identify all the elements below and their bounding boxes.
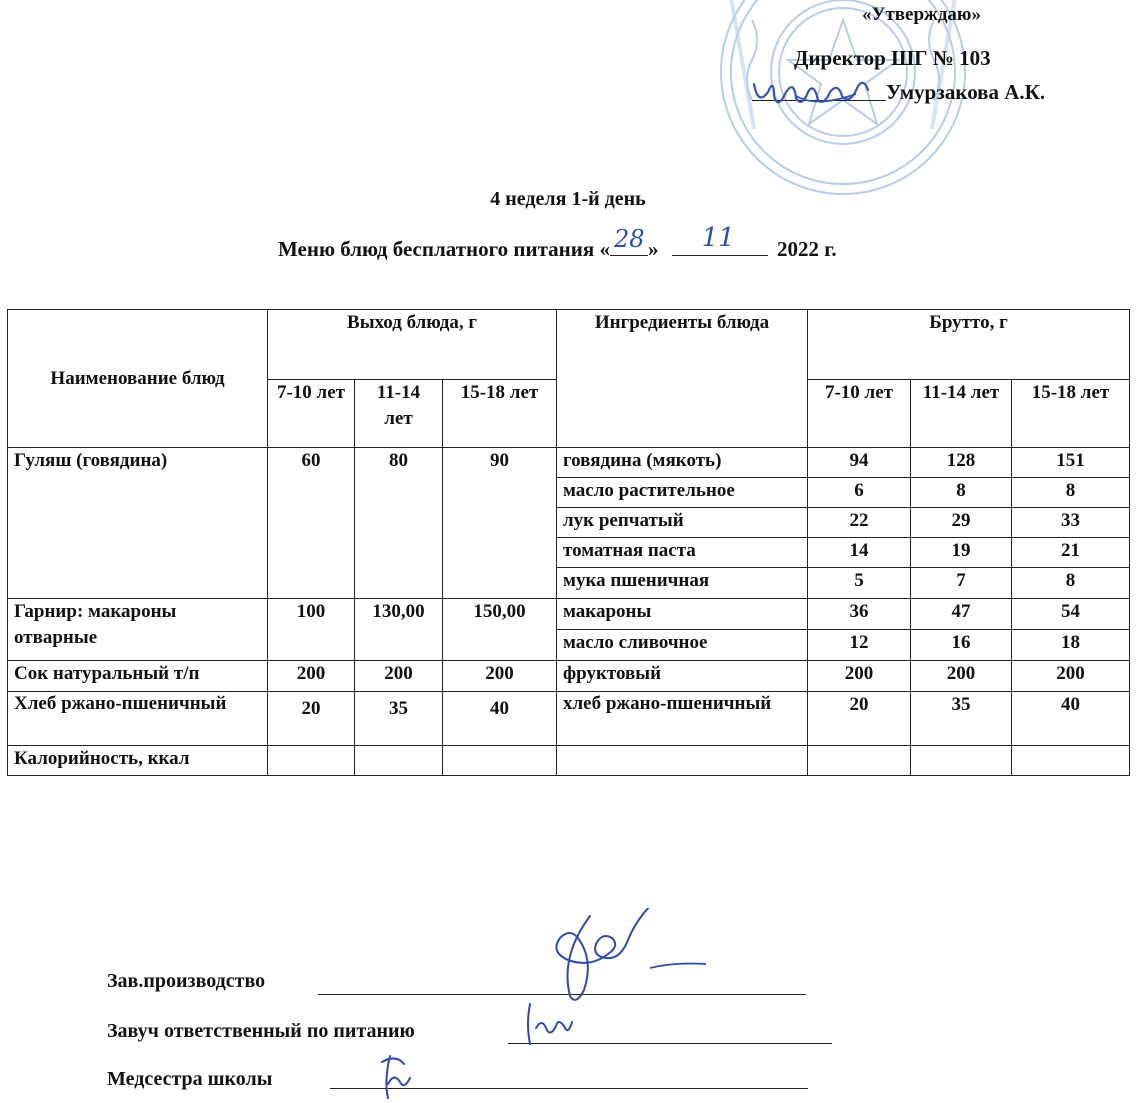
calories-cell	[1012, 746, 1130, 776]
ingredient-brutto: 54	[1012, 599, 1130, 630]
ingredient-brutto: 36	[808, 599, 911, 630]
ingredient-brutto: 128	[911, 448, 1012, 478]
calories-cell	[911, 746, 1012, 776]
ingredient-brutto: 5	[808, 568, 911, 599]
table-row	[8, 599, 1130, 630]
dish-yield: 40	[443, 692, 557, 746]
nutrition-officer-label: Завуч ответственный по питанию	[107, 1020, 415, 1042]
ingredient-brutto: 7	[911, 568, 1012, 599]
ingredient-name: говядина (мякоть)	[557, 448, 808, 478]
director-name: Умурзакова А.К.	[886, 80, 1046, 104]
handwritten-month: 11	[701, 223, 735, 253]
ingredient-brutto: 12	[808, 630, 911, 661]
calories-cell	[443, 746, 557, 776]
ingredient-brutto: 19	[911, 538, 1012, 568]
header-brutto-age: 7-10 лет	[808, 380, 911, 448]
header-yield-age: 15-18 лет	[443, 380, 557, 448]
ingredient-brutto: 21	[1012, 538, 1130, 568]
header-ingredients: Ингредиенты блюда	[557, 310, 808, 448]
dish-yield: 200	[355, 661, 443, 692]
header-brutto-age: 11-14 лет	[911, 380, 1012, 448]
table-row	[8, 661, 1130, 692]
ingredient-name: хлеб ржано-пшеничный	[557, 692, 808, 746]
table-row	[8, 746, 1130, 776]
dish-name: Гуляш (говядина)	[8, 448, 268, 599]
ingredient-brutto: 200	[1012, 661, 1130, 692]
director-title: Директор ШГ № 103	[794, 46, 991, 70]
calories-cell	[355, 746, 443, 776]
dish-yield: 150,00	[443, 599, 557, 661]
ingredient-brutto: 20	[808, 692, 911, 746]
dish-yield: 130,00	[355, 599, 443, 661]
dish-name: Сок натуральный т/п	[8, 661, 268, 692]
calories-label: Калорийность, ккал	[8, 746, 268, 776]
dish-name: Хлеб ржано-пшеничный	[8, 692, 268, 746]
header-yield-age: 7-10 лет	[268, 380, 355, 448]
menu-table	[7, 309, 1130, 776]
menu-title-year: 2022 г.	[776, 237, 837, 261]
school-nurse-label: Медсестра школы	[107, 1068, 273, 1090]
nutrition-officer-signature	[520, 1000, 580, 1048]
ingredient-brutto: 200	[808, 661, 911, 692]
ingredient-brutto: 47	[911, 599, 1012, 630]
ingredient-brutto: 6	[808, 478, 911, 508]
table-row	[8, 448, 1130, 478]
ingredient-name: томатная паста	[557, 538, 808, 568]
calories-cell	[557, 746, 808, 776]
director-signature	[746, 66, 896, 116]
ingredient-brutto: 22	[808, 508, 911, 538]
ingredient-brutto: 94	[808, 448, 911, 478]
ingredient-brutto: 40	[1012, 692, 1130, 746]
production-head-label: Зав.производство	[107, 970, 266, 992]
dish-name: Гарнир: макароны отварные	[8, 599, 268, 661]
ingredient-name: лук репчатый	[557, 508, 808, 538]
day-blank	[610, 225, 648, 256]
menu-title-prefix: Меню блюд бесплатного питания «	[278, 237, 610, 261]
ingredient-name: масло сливочное	[557, 630, 808, 661]
ingredient-brutto: 8	[1012, 568, 1130, 599]
ingredient-brutto: 16	[911, 630, 1012, 661]
table-row	[8, 692, 1130, 746]
ingredient-name: масло растительное	[557, 478, 808, 508]
dish-yield: 80	[355, 448, 443, 599]
dish-yield: 200	[268, 661, 355, 692]
ingredient-brutto: 18	[1012, 630, 1130, 661]
header-brutto-age: 15-18 лет	[1012, 380, 1130, 448]
dish-yield: 60	[268, 448, 355, 599]
ingredient-name: макароны	[557, 599, 808, 630]
week-day-heading: 4 неделя 1-й день	[490, 188, 646, 210]
dish-yield: 35	[355, 692, 443, 746]
approval-caption: «Утверждаю»	[862, 4, 981, 25]
calories-cell	[268, 746, 355, 776]
production-head-signature	[530, 908, 710, 1008]
calories-cell	[808, 746, 911, 776]
ingredient-name: мука пшеничная	[557, 568, 808, 599]
dish-yield: 90	[443, 448, 557, 599]
dish-yield: 20	[268, 692, 355, 746]
month-blank	[672, 223, 768, 256]
ingredient-brutto: 151	[1012, 448, 1130, 478]
menu-title-quote-close: »	[647, 237, 659, 261]
ingredient-brutto: 8	[911, 478, 1012, 508]
ingredient-brutto: 33	[1012, 508, 1130, 538]
handwritten-day: 28	[613, 225, 645, 253]
school-nurse-signature	[374, 1052, 414, 1102]
ingredient-brutto: 29	[911, 508, 1012, 538]
header-yield: Выход блюда, г	[268, 310, 557, 380]
dish-yield: 200	[443, 661, 557, 692]
dish-yield: 100	[268, 599, 355, 661]
header-yield-age: 11-14 лет	[355, 380, 443, 448]
header-brutto: Брутто, г	[808, 310, 1130, 380]
ingredient-brutto: 35	[911, 692, 1012, 746]
menu-title	[278, 223, 837, 262]
ingredient-brutto: 200	[911, 661, 1012, 692]
header-dish-name: Наименование блюд	[8, 310, 268, 448]
ingredient-brutto: 8	[1012, 478, 1130, 508]
ingredient-name: фруктовый	[557, 661, 808, 692]
ingredient-brutto: 14	[808, 538, 911, 568]
